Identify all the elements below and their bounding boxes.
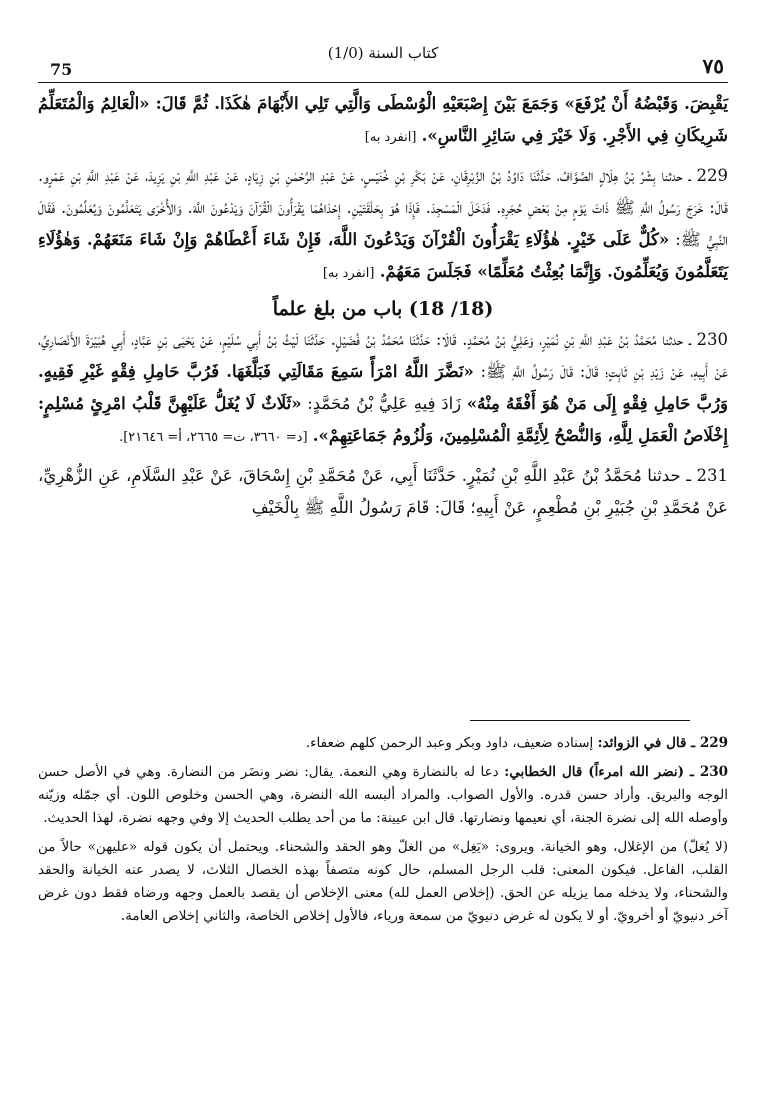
reference-note: [انفرد به] [322,266,375,281]
hadith-continuation-text: يَقْبِضَ. وَقَبْضُهُ أَنْ يُرْفَعَ» وَجَمَعَ بَيْنَ إِصْبَعَيْهِ الْوُسْطَى وَالَّتِي تَلِي الأَبْهَامَ هٰكَذَا. ثُمَّ قَالَ: «الْعَالِمُ وَالْمُتَعَلِّمُ شَرِيكَانِ فِي الأَجْرِ. وَلَا خَيْرَ فِي سَائِرِ النَّاسِ». [38,94,728,145]
footnote-230-continued [38,836,728,928]
footnote-text: (لا يُغلّ) من الإغلال، وهو الخيانة. ويروى: «يَغِل» من الغلّ وهو الحقد والشحناء. ويحتمل أن يكون قوله «عليهن» حالاً من القلب، الفاعل. فيكون المعنى: قلب الرجل المسلم، حال كونه متصفاً بهذه الخصال الثلاث، لا يصدر عنه الخيانة والحقد والشحناء، ولا يدخله مما يزيله عن الحق. (إخلاص العمل لله) معنى الإخلاص أن يقصد بالعمل وجهه ورضاه فقط دون غرض آخر دنيويّ أو أخرويّ. أو لا يكون له غرض دنيويّ من سمعة ورياء، فالأول إخلاص الخاصة، والثاني إخلاص العامة. [38,839,728,924]
hadith-matn: «كُلٌّ عَلَى خَيْرٍ. هٰؤُلَاءِ يَقْرَأُونَ الْقُرْآنَ وَيَدْعُونَ اللَّهَ، فَإِنْ شَاءَ أَعْطَاهُمْ وَإِنْ شَاءَ مَنَعَهُمْ. وَهٰؤُلَاءِ يَتَعَلَّمُونَ وَيُعَلِّمُونَ. وَإِنَّمَا بُعِثْتُ مُعَلِّمًا» فَجَلَسَ مَعَهُمْ. [38,230,728,281]
hadith-230 [38,324,728,454]
footnote-label: 229 ـ قال في الزوائد: [597,735,728,751]
footnote-text: دعا له بالنضارة وهي النعمة. يقال: نضر ونضَر من النضارة. وهي في الأصل حسن الوجه والبريق. وأراد حسن قدره. والأول الصواب. والمراد ألبسه الله النضرة، وهي الحسن وخلوص اللون. أي جمّله وزيّنه وأوصله الله إلى نضرة الجنة، أي نعيمها ونضارتها. قال ابن عيينة: ما من أحد يطلب الحديث إلا وفي وجهه نضرة، لهذا الحديث. [38,764,728,826]
footnote-230 [38,761,728,830]
footnote-label: 230 ـ (نضر الله امرءاً) قال الخطابي: [504,764,729,780]
hadith-isnad: حدثنا مُحَمَّدُ بْنُ عَبْدِ اللَّهِ بْنِ نُمَيْرٍ. حَدَّثَنَا أَبِي، عَنْ مُحَمَّدِ بْنِ إِسْحَاقَ، عَنْ عَبْدِ السَّلَامِ، عَنِ الزُّهْرِيِّ، عَنْ مُحَمَّدِ بْنِ جُبَيْرِ بْنِ مُطْعِمٍ، عَنْ أَبِيهِ؛ قَالَ: قَامَ رَسُولُ اللَّهِ ﷺ بِالْخَيْفِ [38,466,728,517]
running-title: (1/0) كتاب السنة [327,44,439,62]
page-header [38,30,728,79]
page-number-arabic: ٧٥ [702,54,724,78]
paragraph-continuation [38,88,728,154]
hadith-number: 229 ـ [688,166,729,185]
main-text [38,88,728,530]
hadith-matn: «نَضَّرَ اللَّهُ امْرَأً سَمِعَ مَقَالَتِي فَبَلَّغَهَا. فَرُبَّ حَامِلِ فِقْهٍ غَيْرِ فَقِيهٍ. وَرُبَّ حَامِلِ فِقْهٍ إِلَى مَنْ هُوَ أَفْقَهُ مِنْهُ» [38,362,729,413]
hadith-matn-addition: «ثَلَاثٌ لَا يُغَلُّ عَلَيْهِنَّ قَلْبُ امْرِئٍ مُسْلِمٍ: إِخْلَاصُ الْعَمَلِ لِلَّهِ، وَالنُّصْحُ لِأَئِمَّةِ الْمُسْلِمِينَ، وَلُزُومُ جَمَاعَتِهِمْ». [38,394,728,445]
chapter-title: (18/ 18) باب من بلغ علماً [272,298,494,320]
reference-note: [انفرد به] [364,130,417,145]
hadith-number: 230 ـ [688,330,729,349]
footnote-229 [38,732,728,755]
footnote-text: إسناده ضعيف، داود وبكر وعبد الرحمن كلهم ضعفاء. [305,735,594,751]
hadith-231 [38,460,728,524]
page-number-latin: 75 [50,60,73,79]
hadith-isnad: حدثنا مُحَمَّدُ بْنُ عَبْدِ اللَّهِ بْنِ نُمَيْرٍ، وَعَلِيُّ بْنُ مُحَمَّدٍ. قَالَا: حَدَّثَنَا مُحَمَّدُ بْنُ فُضَيْلٍ. حَدَّثَنَا لَيْثُ بْنُ أَبِي سُلَيْمٍ، عَنْ يَحْيَى بْنِ عَبَّادٍ، أَبِي هُبَيْرَةَ الأَنْصَارِيِّ، عَنْ أَبِيهِ، عَنْ زَيْدِ بْنِ ثَابِتٍ؛ قَالَ: قَالَ رَسُولُ اللَّهِ ﷺ: [38,330,728,381]
hadith-229 [38,160,728,290]
hadith-addition: زَادَ فِيهِ عَلِيُّ بْنُ مُحَمَّدٍ: [307,394,462,413]
hadith-number: 231 ـ [686,466,728,485]
footnotes [38,732,728,934]
header-rule [38,82,728,83]
footnote-rule [470,720,690,721]
reference-note: [د= ٣٦٦٠، ت= ٢٦٦٥، أ= ٢١٦٤٦]. [119,430,308,445]
hadith-isnad: حدثنا بِشْرُ بْنُ هِلَالٍ الصَّوَّافُ، حَدَّثَنَا دَاوُدُ بْنُ الزِّبْرِقَانِ، عَنْ بَكْرِ بْنِ خُنَيْسٍ، عَنْ عَبْدِ الرَّحْمٰنِ بْنِ زِيَادٍ، عَنْ عَبْدِ اللَّهِ بْنِ يَزِيدَ، عَنْ عَبْدِ اللَّهِ بْنِ عَمْرٍو. قَالَ: خَرَجَ رَسُولُ اللَّهِ ﷺ ذَاتَ يَوْمٍ مِنْ بَعْضِ حُجَرِهِ. فَدَخَلَ الْمَسْجِدَ. فَإِذَا هُوَ بِحَلْقَتَيْنِ. إِحْدَاهُمَا يَقْرَأُونَ الْقُرْآنَ وَيَدْعُونَ اللَّهَ. وَالأُخْرَى يَتَعَلَّمُونَ وَيُعَلِّمُونَ. فَقَالَ النَّبِيُّ ﷺ: [38,166,728,249]
